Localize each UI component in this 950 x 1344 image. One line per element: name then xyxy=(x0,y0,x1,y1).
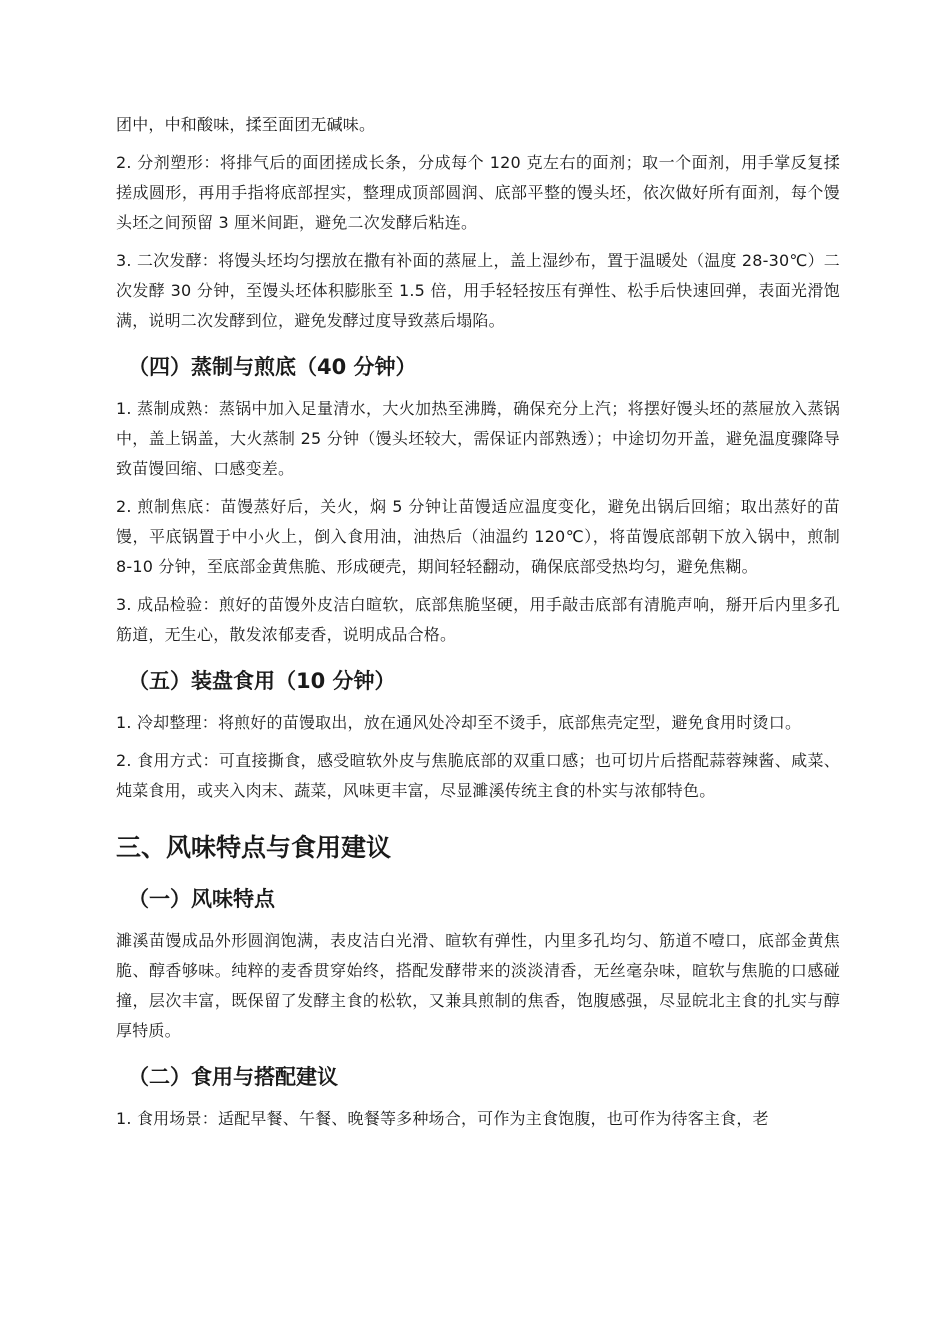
paragraph-serving-method: 2. 食用方式：可直接撕食，感受暄软外皮与焦脆底部的双重口感；也可切片后搭配蒜蓉辣酱、咸菜、炖菜食用，或夹入肉末、蔬菜，风味更丰富，尽显濉溪传统主食的朴实与浓郁特色。 xyxy=(116,751,840,800)
paragraph-quality-check: 3. 成品检验：煎好的苗馒外皮洁白暄软，底部焦脆坚硬，用手敲击底部有清脆声响，掰开后内里多孔筋道，无生心，散发浓郁麦香，说明成品合格。 xyxy=(116,595,840,644)
paragraph-second-fermentation: 3. 二次发酵：将馒头坯均匀摆放在撒有补面的蒸屉上，盖上湿纱布，置于温暖处（温度 28-30℃）二次发酵 30 分钟，至馒头坯体积膨胀至 1.5 倍，用手轻轻按压有弹性、松手后快速回弹，表面光滑饱满，说明二次发酵到位，避免发酵过度导致蒸后塌陷。 xyxy=(116,251,840,330)
heading-steam-and-fry: （四）蒸制与煎底（40 分钟） xyxy=(128,355,417,379)
paragraph-divide-shape: 2. 分剂塑形：将排气后的面团搓成长条，分成每个 120 克左右的面剂；取一个面剂，用手掌反复揉搓成圆形，再用手指将底部捏实，整理成顶部圆润、底部平整的馒头坯，依次做好所有面剂，每个馒头坯之间预留 3 厘米间距，避免二次发酵后粘连。 xyxy=(116,153,840,232)
section-title-flavor: 三、风味特点与食用建议 xyxy=(116,833,392,862)
heading-eating-suggestions: （二）食用与搭配建议 xyxy=(128,1065,338,1089)
heading-plating: （五）装盘食用（10 分钟） xyxy=(128,669,396,693)
document-page xyxy=(116,110,840,1142)
paragraph-flavor-description: 濉溪苗馒成品外形圆润饱满，表皮洁白光滑、暄软有弹性，内里多孔均匀、筋道不噎口，底部金黄焦脆、醇香够味。纯粹的麦香贯穿始终，搭配发酵带来的淡淡清香，无丝毫杂味，暄软与焦脆的口感碰撞，层次丰富，既保留了发酵主食的松软，又兼具煎制的焦香，饱腹感强，尽显皖北主食的扎实与醇厚特质。 xyxy=(116,931,840,1040)
paragraph-cooling: 1. 冷却整理：将煎好的苗馒取出，放在通风处冷却至不烫手，底部焦壳定型，避免食用时烫口。 xyxy=(116,713,802,732)
heading-flavor-features: （一）风味特点 xyxy=(128,887,275,911)
paragraph-frying-bottom: 2. 煎制焦底：苗馒蒸好后，关火，焖 5 分钟让苗馒适应温度变化，避免出锅后回缩；取出蒸好的苗馒，平底锅置于中小火上，倒入食用油，油热后（油温约 120℃），将苗馒底部朝下放入锅中，煎制 8-10 分钟，至底部金黄焦脆、形成硬壳，期间轻轻翻动，确保底部受热均匀，避免焦糊。 xyxy=(116,497,840,576)
paragraph-steaming: 1. 蒸制成熟：蒸锅中加入足量清水，大火加热至沸腾，确保充分上汽；将摆好馒头坯的蒸屉放入蒸锅中，盖上锅盖，大火蒸制 25 分钟（馒头坯较大，需保证内部熟透）；中途切勿开盖，避免温度骤降导致苗馒回缩、口感变差。 xyxy=(116,399,840,478)
paragraph-dough-neutralize: 团中，中和酸味，揉至面团无碱味。 xyxy=(116,115,376,134)
paragraph-eating-scenarios: 1. 食用场景：适配早餐、午餐、晚餐等多种场合，可作为主食饱腹，也可作为待客主食，老 xyxy=(116,1109,769,1128)
